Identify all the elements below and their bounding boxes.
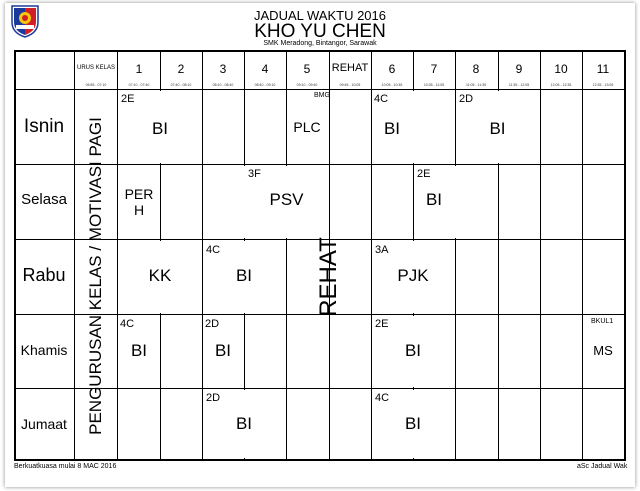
lesson-class: 2E xyxy=(375,318,389,330)
period-number: 6 xyxy=(388,62,396,76)
lesson-subject: BI xyxy=(235,414,253,433)
period-time: 07:10 - 07:40 xyxy=(128,83,150,87)
period-time: 10:05 - 10:35 xyxy=(381,83,403,87)
period-number: 10 xyxy=(554,62,568,76)
lesson-subject: BI xyxy=(130,341,148,360)
period-time: 08:10 - 08:40 xyxy=(212,83,234,87)
lesson-class: 2E xyxy=(417,168,431,180)
lesson-class: 4C xyxy=(206,244,221,256)
grid-line xyxy=(286,50,287,461)
school-name: SMK Meradong, Bintangor, Sarawak xyxy=(263,40,377,47)
grid-line xyxy=(74,50,75,461)
lesson-class: 2D xyxy=(459,93,474,105)
period-time: 09:10 - 09:40 xyxy=(296,83,318,87)
lesson-subject: BI xyxy=(383,119,401,138)
grid-line xyxy=(624,50,626,461)
day-label-selasa: Selasa xyxy=(21,191,67,208)
lesson-subject: KK xyxy=(148,266,172,285)
lesson-class: BKUL1 xyxy=(591,318,614,325)
period-number: 3 xyxy=(219,62,227,76)
lesson-subject: BI xyxy=(489,119,506,138)
lesson-subject: H xyxy=(133,202,145,218)
day-label-khamis: Khamis xyxy=(20,342,68,358)
lesson-subject: BI xyxy=(151,119,169,138)
grid-line xyxy=(582,50,583,461)
lesson-class: 4C xyxy=(374,93,389,105)
period-time: 12:05 - 12:35 xyxy=(550,83,572,87)
lesson-subject: BI xyxy=(425,190,443,209)
urus-kelas-label: URUS KELAS xyxy=(76,65,115,71)
lesson-class: 3A xyxy=(375,244,389,256)
period-number: 11 xyxy=(596,62,610,76)
morning-activity-label: PENGURUSAN KELAS / MOTIVASI PAGI xyxy=(86,117,105,435)
lesson-subject: MS xyxy=(593,343,613,358)
grid-line xyxy=(14,89,626,90)
period-number: 7 xyxy=(430,62,438,76)
lesson-class: 3F xyxy=(248,168,261,180)
lesson-subject: PSV xyxy=(269,190,304,209)
period-number: 2 xyxy=(177,62,185,76)
day-label-isnin: Isnin xyxy=(23,116,65,137)
lesson-subject: PJK xyxy=(397,266,429,285)
period-number: 4 xyxy=(261,62,269,76)
grid-line xyxy=(202,50,203,461)
day-label-rabu: Rabu xyxy=(22,265,66,285)
lesson-subject: BI xyxy=(404,414,422,433)
rehat-time: 09:45 - 10:05 xyxy=(339,83,361,87)
lesson-class: 4C xyxy=(375,392,390,404)
urus-kelas-time: 06:55 - 07:10 xyxy=(85,83,107,87)
day-label-jumaat: Jumaat xyxy=(21,416,67,432)
teacher-name: KHO YU CHEN xyxy=(254,21,386,42)
timetable-title: JADUAL WAKTU 2016 xyxy=(254,8,386,23)
lesson-subject: BI xyxy=(235,266,253,285)
grid-line xyxy=(14,50,626,52)
period-number: 8 xyxy=(472,62,480,76)
lesson-subject: PLC xyxy=(293,119,321,135)
period-time: 11:35 - 12:05 xyxy=(508,83,530,87)
grid-line xyxy=(540,50,541,461)
grid-line xyxy=(455,50,456,461)
grid-line xyxy=(14,50,16,461)
generator-footer: aSc Jadual Wak xyxy=(577,463,628,470)
period-number: 5 xyxy=(303,62,311,76)
period-number: 1 xyxy=(135,62,143,76)
grid-line xyxy=(117,50,118,461)
period-time: 07:40 - 08:10 xyxy=(170,83,192,87)
period-number: 9 xyxy=(515,62,523,76)
lesson-class: BMG xyxy=(314,92,330,99)
period-time: 10:35 - 11:05 xyxy=(423,83,445,87)
grid-line xyxy=(371,50,372,461)
lesson-class: 2E xyxy=(121,93,135,105)
period-time: 08:40 - 09:10 xyxy=(254,83,276,87)
lesson-class: 4C xyxy=(120,318,135,330)
lesson-class: 2D xyxy=(205,318,220,330)
rehat-header-label: REHAT xyxy=(331,62,369,74)
lesson-subject: BI xyxy=(214,341,232,360)
rehat-break-label: REHAT xyxy=(315,237,342,317)
lesson-class: 2D xyxy=(206,392,221,404)
effective-date-footer: Berkuatkuasa mulai 8 MAC 2016 xyxy=(14,463,117,470)
lesson-subject: BI xyxy=(404,341,422,360)
period-time: 12:35 - 13:05 xyxy=(592,83,614,87)
period-time: 11:05 - 11:35 xyxy=(465,83,487,87)
lesson-subject: PER xyxy=(124,186,154,202)
